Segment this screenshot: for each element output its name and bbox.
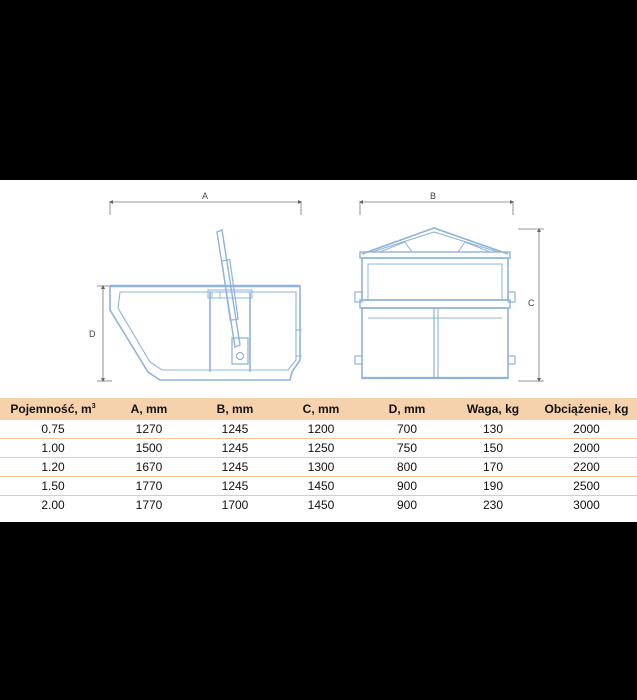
cell-c: 1300 — [278, 458, 364, 477]
spec-sheet — [0, 180, 637, 522]
cell-c: 1250 — [278, 439, 364, 458]
cell-b: 1245 — [192, 420, 278, 439]
cell-capacity: 1.50 — [0, 477, 106, 496]
cell-c: 1450 — [278, 477, 364, 496]
cell-a: 1770 — [106, 477, 192, 496]
table-row — [0, 458, 637, 477]
cell-load: 3000 — [573, 498, 600, 512]
cell-a: 1500 — [106, 439, 192, 458]
cell-b: 1700 — [221, 498, 249, 512]
cell-weight: 170 — [450, 458, 536, 477]
cell-a: 1770 — [135, 498, 163, 512]
cell-d: 750 — [364, 439, 450, 458]
cell-load: 2200 — [536, 458, 637, 477]
cell-d: 800 — [364, 458, 450, 477]
cell-load: 2000 — [536, 439, 637, 458]
header-load: Obciążenie, kg — [536, 398, 637, 420]
cell-capacity: 2.00 — [41, 498, 65, 512]
cell-a: 1270 — [106, 420, 192, 439]
table-row — [0, 439, 637, 458]
cell-d: 900 — [396, 498, 418, 512]
header-a: A, mm — [106, 398, 192, 420]
cell-a: 1670 — [106, 458, 192, 477]
cell-weight: 130 — [450, 420, 536, 439]
table-row — [0, 496, 637, 515]
technical-drawings — [0, 180, 637, 390]
cell-c: 1450 — [307, 498, 335, 512]
cell-b: 1245 — [192, 458, 278, 477]
cell-capacity: 1.00 — [0, 439, 106, 458]
table-row — [0, 477, 637, 496]
dimension-b-label: B — [430, 191, 437, 201]
cell-weight: 230 — [482, 498, 504, 512]
cell-capacity: 0.75 — [0, 420, 106, 439]
cell-b: 1245 — [192, 477, 278, 496]
cell-weight: 190 — [450, 477, 536, 496]
table-header-row — [0, 398, 637, 420]
cubic-superscript: 3 — [91, 403, 96, 410]
side-view-drawing — [97, 201, 302, 381]
cell-load: 2000 — [536, 420, 637, 439]
header-b: B, mm — [192, 398, 278, 420]
cell-weight: 150 — [450, 439, 536, 458]
cell-capacity: 1.20 — [0, 458, 106, 477]
dimension-a-label: A — [202, 191, 209, 201]
cell-d: 700 — [364, 420, 450, 439]
cell-load: 2500 — [536, 477, 637, 496]
front-view-drawing — [355, 201, 544, 381]
dimension-d-label: D — [89, 329, 96, 339]
specification-table — [0, 398, 637, 514]
header-capacity: Pojemność, $m^3$ — [0, 398, 106, 420]
header-weight: Waga, kg — [450, 398, 536, 420]
table-row — [0, 420, 637, 439]
cell-d: 900 — [364, 477, 450, 496]
header-d: D, mm — [364, 398, 450, 420]
header-c: C, mm — [278, 398, 364, 420]
cell-c: 1200 — [278, 420, 364, 439]
dimension-c-label: C — [528, 298, 535, 308]
cell-b: 1245 — [192, 439, 278, 458]
